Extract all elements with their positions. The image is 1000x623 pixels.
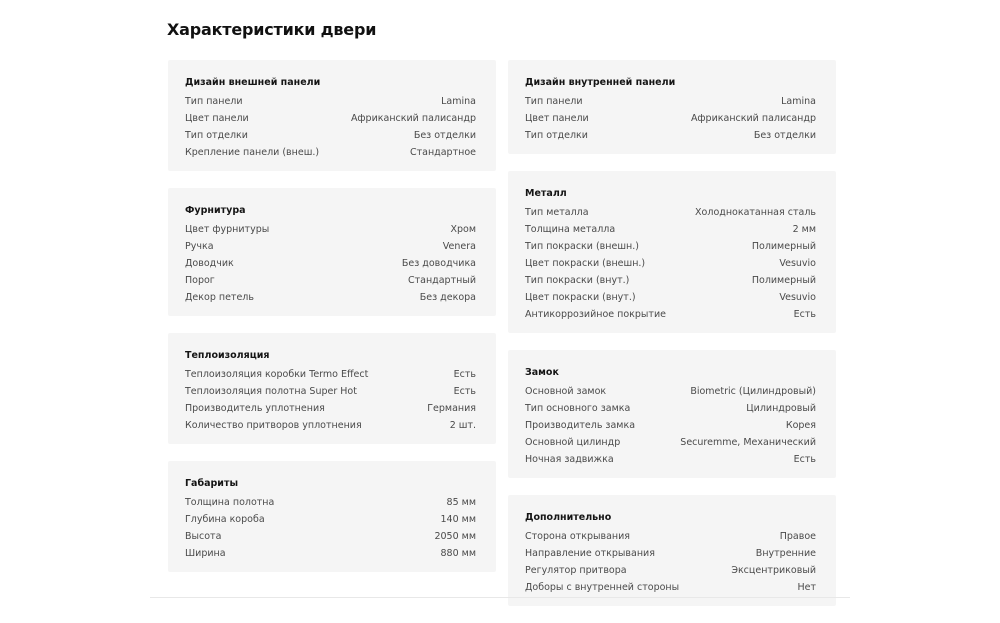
spec-label: Количество притворов уплотнения [185, 420, 362, 431]
spec-label: Тип металла [525, 207, 589, 218]
spec-value: 2 шт. [449, 420, 476, 431]
page-title: Характеристики двери [167, 20, 377, 39]
spec-value: Без декора [419, 292, 476, 303]
spec-label: Толщина полотна [185, 497, 275, 508]
spec-value: Без доводчика [401, 258, 476, 269]
spec-card-title: Металл [525, 188, 567, 199]
spec-row [525, 417, 816, 434]
spec-card [508, 495, 836, 606]
spec-label: Доводчик [185, 258, 234, 269]
spec-row [185, 400, 476, 417]
spec-card [168, 461, 496, 572]
spec-label: Толщина металла [525, 224, 616, 235]
spec-row [185, 127, 476, 144]
spec-value: Полимерный [751, 275, 816, 286]
spec-label: Регулятор притвора [525, 565, 627, 576]
spec-label: Направление открывания [525, 548, 655, 559]
spec-value: 2050 мм [434, 531, 476, 542]
spec-row [185, 528, 476, 545]
spec-label: Глубина короба [185, 514, 265, 525]
divider [150, 597, 850, 598]
spec-label: Сторона открывания [525, 531, 631, 542]
spec-label: Тип основного замка [525, 403, 631, 414]
spec-row [185, 494, 476, 511]
spec-row [185, 289, 476, 306]
spec-value: Vesuvio [779, 258, 816, 269]
spec-row [525, 545, 816, 562]
spec-label: Цвет панели [185, 113, 249, 124]
spec-value: Хром [450, 224, 476, 235]
spec-value: Германия [427, 403, 476, 414]
spec-row [525, 579, 816, 596]
spec-row [525, 289, 816, 306]
spec-row [185, 545, 476, 562]
spec-card [168, 333, 496, 444]
spec-card-title: Теплоизоляция [185, 350, 270, 361]
spec-row [525, 400, 816, 417]
spec-row [185, 110, 476, 127]
spec-label: Цвет покраски (внут.) [525, 292, 636, 303]
spec-value: Venera [442, 241, 476, 252]
spec-row [525, 238, 816, 255]
spec-value: Есть [453, 369, 476, 380]
spec-label: Производитель уплотнения [185, 403, 325, 414]
spec-value: Холоднокатанная сталь [695, 207, 816, 218]
spec-row [185, 144, 476, 161]
spec-row [525, 204, 816, 221]
spec-row [185, 93, 476, 110]
spec-value: 2 мм [792, 224, 816, 235]
spec-label: Теплоизоляция полотна Super Hot [185, 386, 357, 397]
spec-value: Внутренние [755, 548, 816, 559]
spec-row [185, 272, 476, 289]
spec-card [168, 188, 496, 316]
spec-label: Тип отделки [525, 130, 588, 141]
spec-value: Корея [785, 420, 816, 431]
spec-row [185, 238, 476, 255]
left-column [168, 60, 496, 589]
spec-label: Цвет покраски (внешн.) [525, 258, 646, 269]
spec-row [525, 451, 816, 468]
spec-row [185, 383, 476, 400]
spec-value: Стандартный [407, 275, 476, 286]
spec-value: Lamina [781, 96, 816, 107]
spec-card-title: Дизайн внешней панели [185, 77, 321, 88]
spec-row [525, 110, 816, 127]
spec-label: Основной замок [525, 386, 607, 397]
spec-value: Securemme, Механический [680, 437, 816, 448]
spec-label: Теплоизоляция коробки Termo Effect [185, 369, 369, 380]
spec-card-title: Дополнительно [525, 512, 612, 523]
spec-label: Порог [185, 275, 215, 286]
spec-value: Есть [793, 454, 816, 465]
spec-row [525, 528, 816, 545]
spec-value: Нет [797, 582, 816, 593]
spec-card-title: Дизайн внутренней панели [525, 77, 676, 88]
spec-card [168, 60, 496, 171]
spec-card-title: Габариты [185, 478, 239, 489]
spec-value: Стандартное [409, 147, 476, 158]
spec-label: Тип панели [525, 96, 583, 107]
spec-value: Без отделки [413, 130, 476, 141]
spec-card [508, 350, 836, 478]
spec-value: 880 мм [440, 548, 476, 559]
spec-value: Цилиндровый [746, 403, 816, 414]
spec-label: Ночная задвижка [525, 454, 614, 465]
spec-label: Крепление панели (внеш.) [185, 147, 320, 158]
spec-label: Ручка [185, 241, 214, 252]
spec-value: 85 мм [446, 497, 476, 508]
spec-row [525, 221, 816, 238]
spec-value: 140 мм [440, 514, 476, 525]
spec-label: Высота [185, 531, 222, 542]
spec-label: Цвет панели [525, 113, 589, 124]
spec-row [185, 221, 476, 238]
spec-row [525, 562, 816, 579]
spec-label: Декор петель [185, 292, 254, 303]
spec-row [525, 93, 816, 110]
spec-row [185, 366, 476, 383]
spec-value: Есть [793, 309, 816, 320]
spec-row [185, 255, 476, 272]
spec-value: Lamina [441, 96, 476, 107]
spec-row [525, 306, 816, 323]
spec-value: Африканский палисандр [350, 113, 476, 124]
spec-card-title: Фурнитура [185, 205, 246, 216]
spec-row [185, 417, 476, 434]
spec-label: Тип панели [185, 96, 243, 107]
spec-value: Biometric (Цилиндровый) [690, 386, 816, 397]
spec-label: Тип покраски (внешн.) [525, 241, 639, 252]
spec-value: Без отделки [753, 130, 816, 141]
spec-label: Тип отделки [185, 130, 248, 141]
spec-label: Антикоррозийное покрытие [525, 309, 666, 320]
spec-row [525, 272, 816, 289]
spec-label: Тип покраски (внут.) [525, 275, 630, 286]
spec-row [525, 383, 816, 400]
spec-value: Vesuvio [779, 292, 816, 303]
spec-value: Эксцентриковый [731, 565, 816, 576]
spec-card [508, 171, 836, 333]
spec-label: Производитель замка [525, 420, 636, 431]
spec-label: Доборы с внутренней стороны [525, 582, 680, 593]
spec-row [525, 127, 816, 144]
spec-card-title: Замок [525, 367, 559, 378]
right-column [508, 60, 836, 623]
spec-value: Полимерный [751, 241, 816, 252]
spec-row [185, 511, 476, 528]
spec-row [525, 255, 816, 272]
spec-card [508, 60, 836, 154]
spec-value: Африканский палисандр [690, 113, 816, 124]
spec-label: Цвет фурнитуры [185, 224, 270, 235]
spec-value: Есть [453, 386, 476, 397]
spec-value: Правое [779, 531, 816, 542]
spec-label: Ширина [185, 548, 226, 559]
spec-label: Основной цилиндр [525, 437, 621, 448]
spec-row [525, 434, 816, 451]
